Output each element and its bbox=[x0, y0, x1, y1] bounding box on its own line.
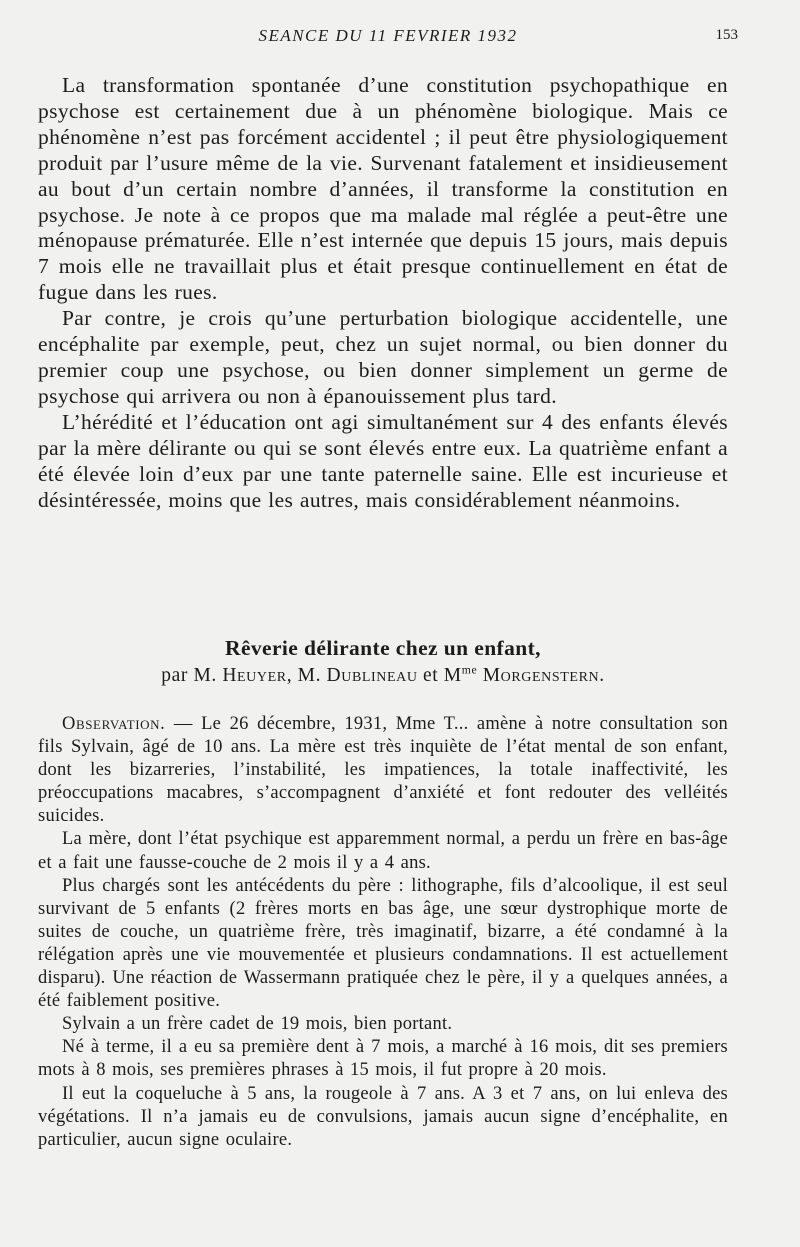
paragraph: Il eut la coqueluche à 5 ans, la rougeole à 7 ans. A 3 et 7 ans, on lui enleva des végétations. Il n’a jamais eu de convulsions, jamais aucun signe d’encéphalite, en particulier, aucun signe oculaire. bbox=[38, 1083, 728, 1150]
article-heading bbox=[38, 635, 728, 690]
paragraph: La transformation spontanée d’une constitution psychopathique en psychose est certainement due à un phénomène biologique. Mais ce phénomène n’est pas forcément accidentel ; il peut être physiologiquement produit par l’usure même de la vie. Survenant fatalement et insidieusement au bout d’un certain nombre d’années, il transforme la constitution en psychose. Je note à ce propos que ma malade mal réglée a peut-être une ménopause prématurée. Elle n’est internée que depuis 15 jours, mais depuis 7 mois elle ne travaillait plus et était presque continuellement en état de fugue dans les rues. bbox=[38, 73, 728, 305]
paragraph bbox=[38, 713, 728, 828]
upper-text-block bbox=[38, 73, 728, 513]
authors-separator: , M. bbox=[286, 665, 327, 686]
authors-prefix: par M. bbox=[161, 665, 223, 686]
authors-separator: et M bbox=[417, 665, 462, 686]
paragraph: Plus chargés sont les antécédents du père : lithographe, fils d’alcoolique, il est seul survivant de 5 enfants (2 frères morts en bas âge, une sœur dystrophique morte de suites de couche, un quatrième frère, très imaginatif, bizarre, a été condamné à la rélégation après une vie mouvementée et plusieurs condamnations. Il est actuellement disparu). Une réaction de Wassermann pratiquée chez le père, il y a quelques années, a été faiblement positive. bbox=[38, 875, 728, 1012]
observation-text-block bbox=[38, 713, 728, 1152]
author-heuyer: Heuyer bbox=[222, 665, 287, 686]
observation-intro: — Le 26 décembre, 1931, Mme T... amène à notre consultation son fils Sylvain, âgé de 10 ans. La mère est très inquiète de l’état mental de son enfant, dont les bizarreries, l’instabilité, les impatiences, la totale inaffectivité, les préoccupations macabres, s’accompagnent d’anxiété et font redouter des velléités suicides. bbox=[38, 714, 728, 827]
author-dublineau: Dublineau bbox=[326, 665, 418, 686]
paragraph: Sylvain a un frère cadet de 19 mois, bien portant. bbox=[62, 1014, 453, 1035]
paragraph: La mère, dont l’état psychique est apparemment normal, a perdu un frère en bas-âge et a fait une fausse-couche de 2 mois il y a 4 ans. bbox=[38, 829, 728, 873]
title-superscript: me bbox=[461, 663, 478, 677]
paragraph: Par contre, je crois qu’une perturbation biologique accidentelle, une encéphalite par exemple, peut, chez un sujet normal, ou bien donner du premier coup une psychose, ou bien donner simplement un germe de psychose qui arrivera ou non à épanouissement plus tard. bbox=[38, 306, 728, 408]
page-number: 153 bbox=[715, 27, 738, 43]
running-head: SEANCE DU 11 FEVRIER 1932 bbox=[258, 26, 518, 45]
authors-end: . bbox=[599, 665, 605, 686]
observation-label: Observation. bbox=[62, 714, 166, 734]
paragraph: L’hérédité et l’éducation ont agi simultanément sur 4 des enfants élevés par la mère délirante ou qui se sont élevés entre eux. La quatrième enfant a été élevée loin d’eux par une tante paternelle saine. Elle est incurieuse et désintéressée, moins que les autres, mais considérablement néanmoins. bbox=[38, 409, 728, 512]
article-title: Rêverie délirante chez un enfant, bbox=[225, 636, 541, 660]
author-morgenstern: Morgenstern bbox=[482, 665, 600, 686]
article-authors bbox=[38, 662, 728, 690]
page-header bbox=[38, 26, 738, 50]
paragraph: Né à terme, il a eu sa première dent à 7 mois, a marché à 16 mois, dit ses premiers mots à 8 mois, ses premières phrases à 15 mois, il fut propre à 20 mois. bbox=[38, 1037, 728, 1081]
